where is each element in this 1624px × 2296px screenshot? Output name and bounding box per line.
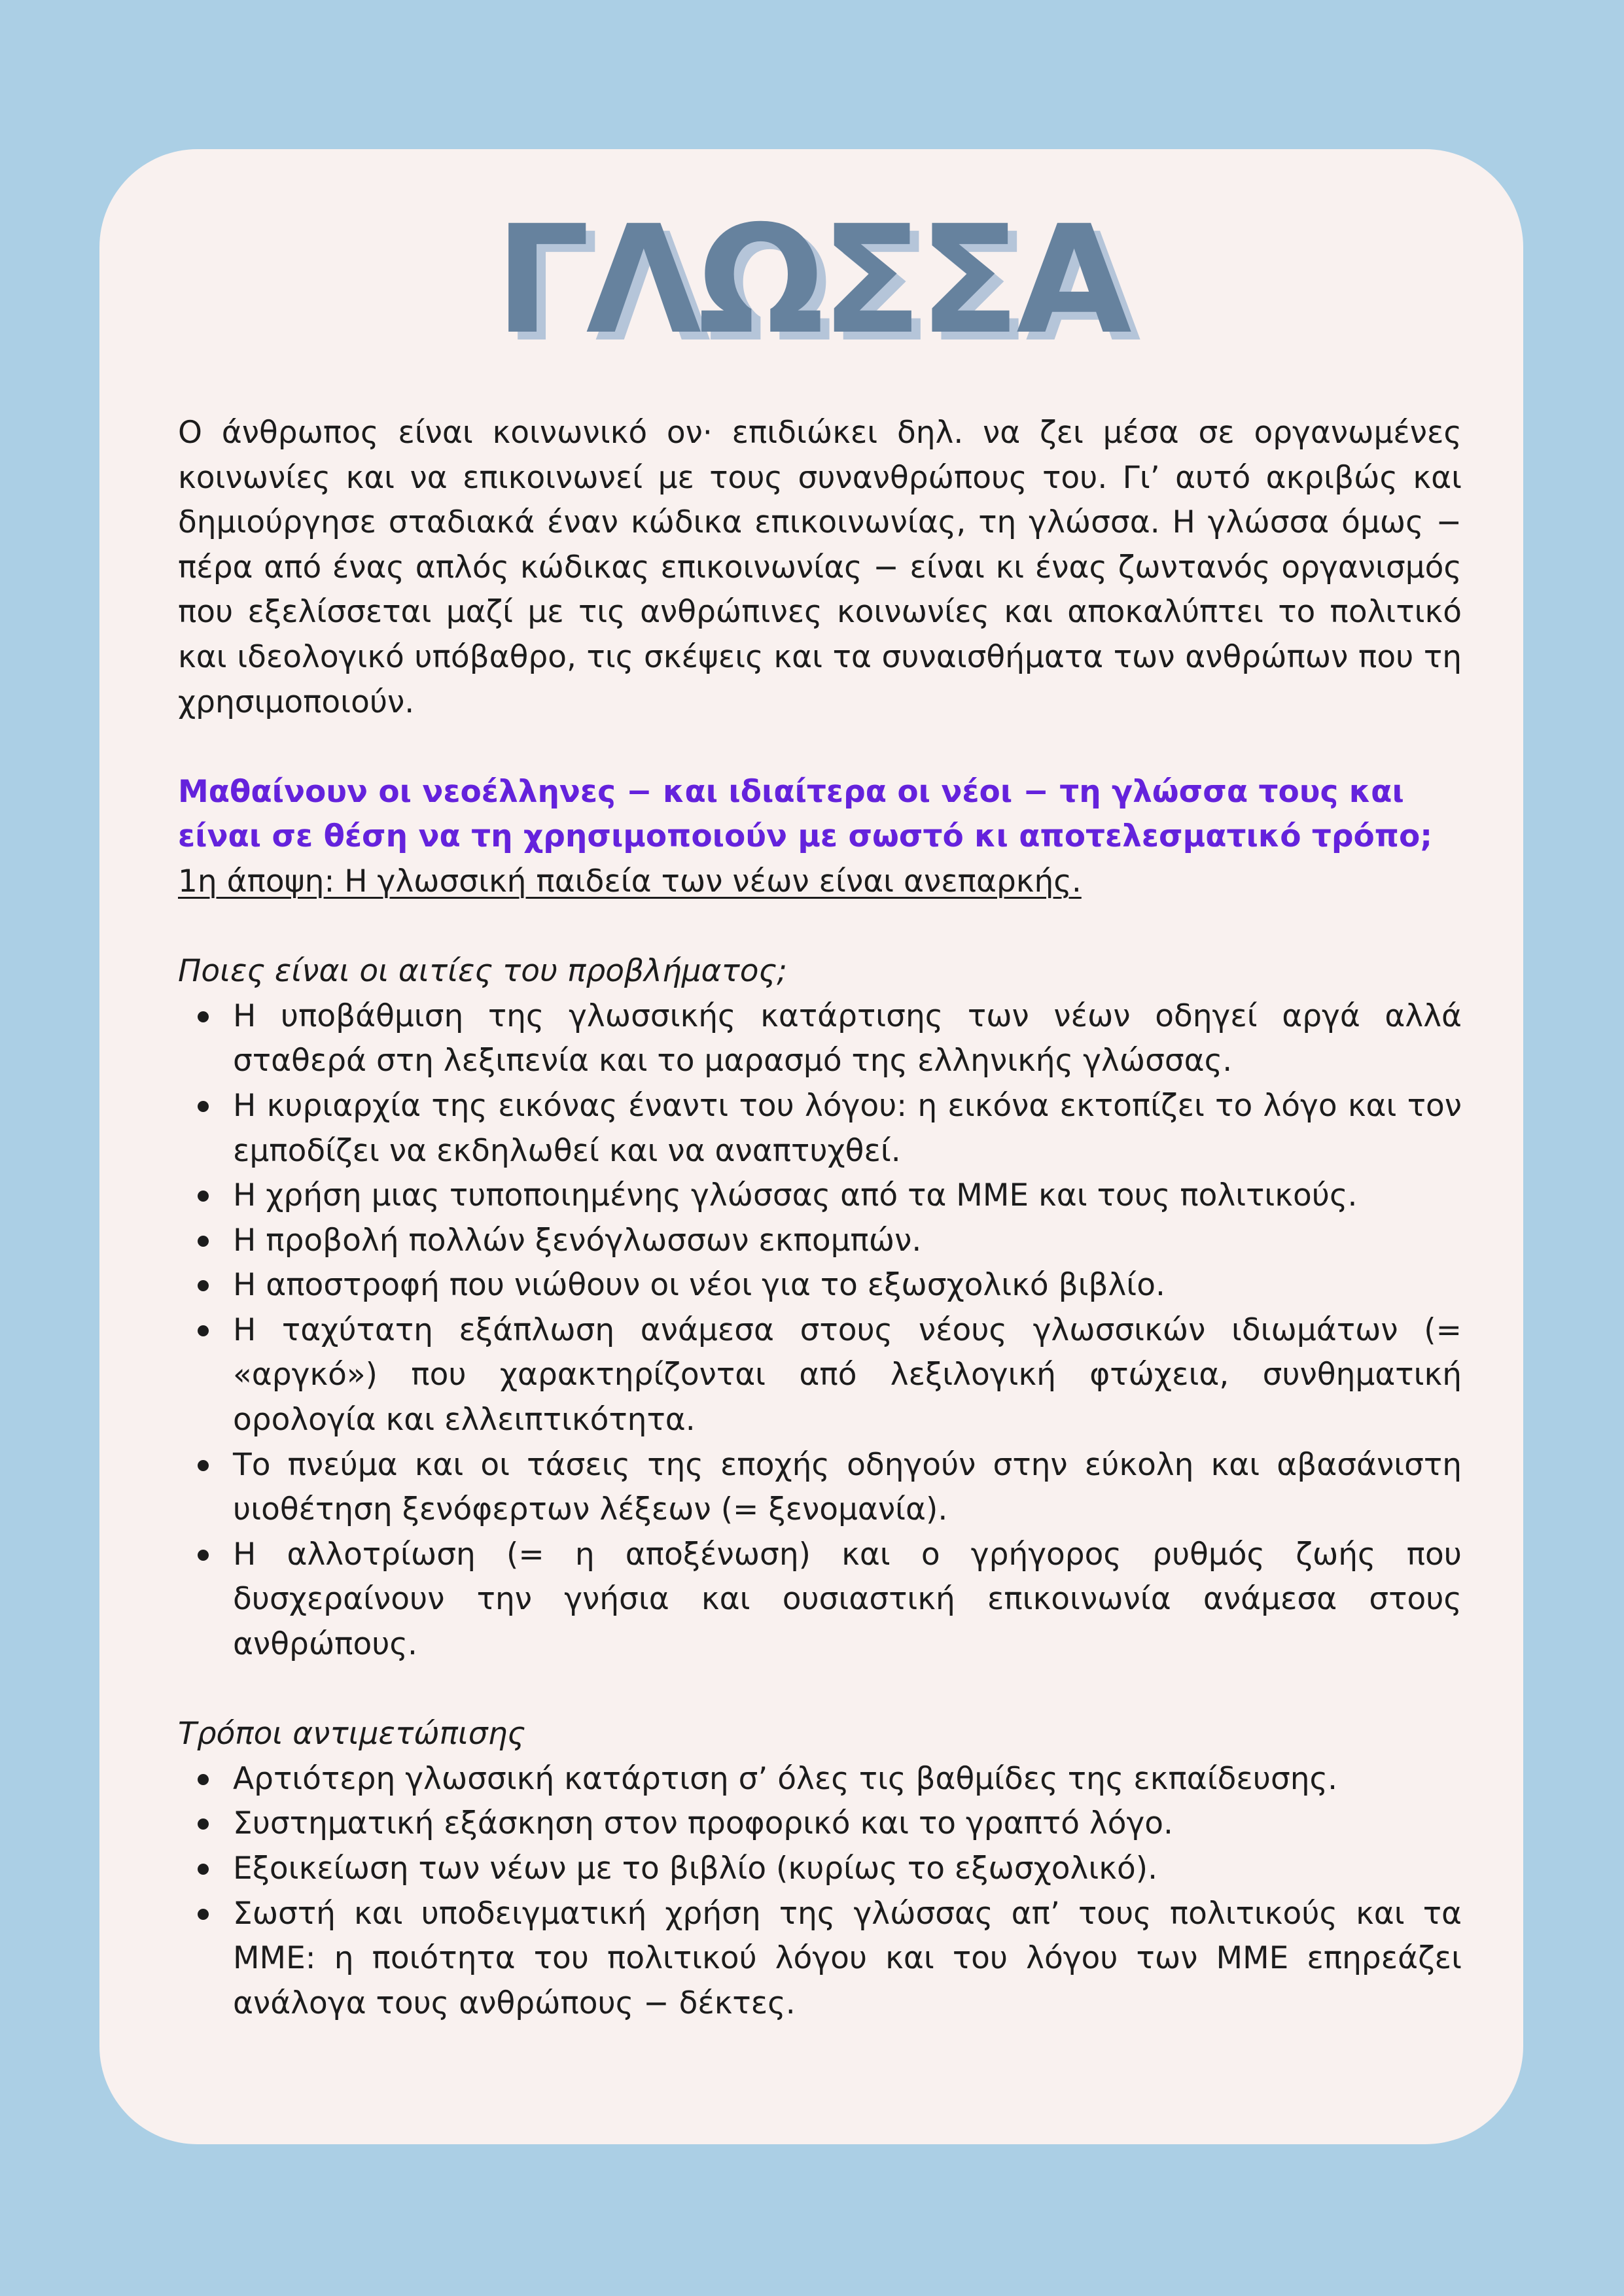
bullet-icon <box>198 1909 209 1920</box>
list-item-text: Σωστή και υποδειγματική χρήση της γλώσσας απ’ τους πολιτικούς και τα ΜΜΕ: η ποιότητα του πολιτικού λόγου και του λόγου των ΜΜΕ επηρεάζει ανάλογα τους ανθρώπους − δέκτες. <box>233 1895 1462 2021</box>
list-item-text: Η χρήση μιας τυποποιημένης γλώσσας από τα ΜΜΕ και τους πολιτικούς. <box>233 1177 1358 1214</box>
list-item <box>178 1308 1462 1443</box>
list-item <box>178 1084 1462 1174</box>
list-item <box>178 1263 1462 1308</box>
list-item <box>178 1847 1462 1892</box>
list-item <box>178 1801 1462 1847</box>
bullet-icon <box>198 1101 209 1112</box>
bullet-icon <box>198 1774 209 1785</box>
bullet-icon <box>198 1550 209 1561</box>
causes-list <box>178 994 1462 1667</box>
list-item-text: Η προβολή πολλών ξενόγλωσσων εκπομπών. <box>233 1222 922 1259</box>
list-item-text: Η αποστροφή που νιώθουν οι νέοι για το εξωσχολικό βιβλίο. <box>233 1267 1165 1304</box>
intro-paragraph: Ο άνθρωπος είναι κοινωνικό ον· επιδιώκει δηλ. να ζει μέσα σε οργανωμένες κοινωνίες και να επικοινωνεί με τους συνανθρώπους του. Γι’ αυτό ακριβώς και δημιούργησε σταδιακά έναν κώδικα επικοινωνίας, τη γλώσσα. Η γλώσσα όμως − πέρα από ένας απλός κώδικας επικοινωνίας − είναι κι ένας ζωντανός οργανισμός που εξελίσσεται μαζί με τις ανθρώπινες κοινωνίες και αποκαλύπτει το πολιτικό και ιδεολογικό υπόβαθρο, τις σκέψεις και τα συναισθήματα των ανθρώπων που τη χρησιμοποιούν. <box>178 415 1462 720</box>
bullet-icon <box>198 1191 209 1202</box>
list-item <box>178 1174 1462 1219</box>
list-item <box>178 1892 1462 2026</box>
content-card <box>99 149 1523 2144</box>
list-item <box>178 1757 1462 1802</box>
list-item-text: Η υποβάθμιση της γλωσσικής κατάρτισης των νέων οδηγεί αργά αλλά σταθερά στη λεξιπενία και το μαρασμό της ελληνικής γλώσσας. <box>233 998 1462 1079</box>
list-item <box>178 1219 1462 1264</box>
list-item-text: Η ταχύτατη εξάπλωση ανάμεσα στους νέους γλωσσικών ιδιωμάτων (= «αργκό») που χαρακτηρίζονται από λεξιλογική φτώχεια, συνθηματική ορολογία και ελλειπτικότητα. <box>233 1312 1462 1438</box>
document-body <box>178 411 1462 2026</box>
list-item-text: Το πνεύμα και οι τάσεις της εποχής οδηγούν στην εύκολη και αβασάνιστη υιοθέτηση ξενόφερτων λέξεων (= ξενομανία). <box>233 1446 1462 1528</box>
key-question: Μαθαίνουν οι νεοέλληνες − και ιδιαίτερα οι νέοι − τη γλώσσα τους και είναι σε θέση να τη χρησιμοποιούν με σωστό κι αποτελεσματικό τρόπο; <box>178 773 1433 855</box>
bullet-icon <box>198 1325 209 1336</box>
list-item-text: Συστηματική εξάσκηση στον προφορικό και το γραπτό λόγο. <box>233 1805 1173 1842</box>
bullet-icon <box>198 1818 209 1830</box>
remedies-list <box>178 1757 1462 2026</box>
causes-heading: Ποιες είναι οι αιτίες του προβλήματος; <box>178 953 787 990</box>
bullet-icon <box>198 1280 209 1291</box>
list-item-text: Η κυριαρχία της εικόνας έναντι του λόγου: η εικόνα εκτοπίζει το λόγο και τον εμποδίζει να εκδηλωθεί και να αναπτυχθεί. <box>233 1087 1462 1169</box>
list-item-text: Αρτιότερη γλωσσική κατάρτιση σ’ όλες τις βαθμίδες της εκπαίδευσης. <box>233 1760 1338 1797</box>
list-item-text: Η αλλοτρίωση (= η αποξένωση) και ο γρήγορος ρυθμός ζωής που δυσχεραίνουν την γνήσια και ουσιαστική επικοινωνία ανάμεσα στους ανθρώπους. <box>233 1536 1462 1663</box>
remedies-heading: Τρόποι αντιμετώπισης <box>178 1716 525 1752</box>
list-item <box>178 1533 1462 1667</box>
page-title: ΓΛΩΣΣΑ <box>495 193 1128 367</box>
list-item-text: Εξοικείωση των νέων με το βιβλίο (κυρίως το εξωσχολικό). <box>233 1851 1158 1887</box>
bullet-icon <box>198 1864 209 1875</box>
bullet-icon <box>198 1460 209 1471</box>
viewpoint-heading: 1η άποψη: Η γλωσσική παιδεία των νέων είναι ανεπαρκής. <box>178 863 1082 899</box>
bullet-icon <box>198 1236 209 1247</box>
list-item <box>178 1443 1462 1533</box>
list-item <box>178 994 1462 1084</box>
bullet-icon <box>198 1011 209 1022</box>
